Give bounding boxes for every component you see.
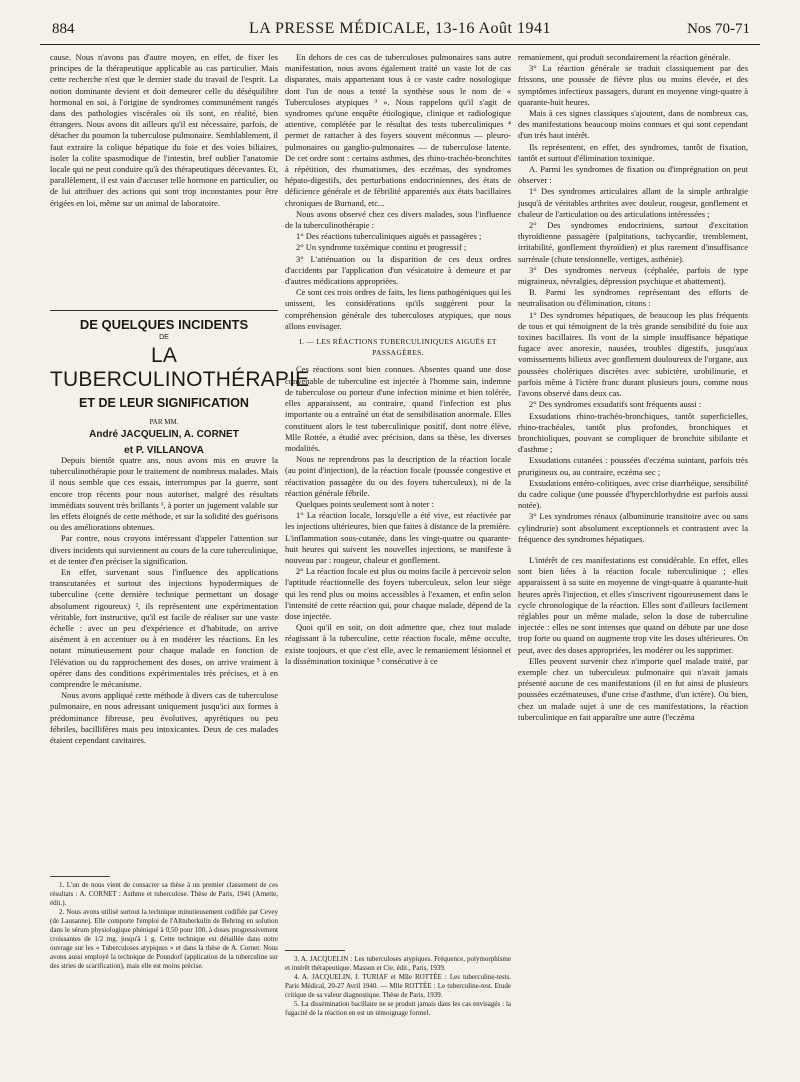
paragraph: 1° La réaction locale, lorsqu'elle a été vive, est réactivée par les injections ultérieures, bien que faites à distance de la première. L'inflammation sous-cutanée, dans les vingt-quatre ou quarante-huit heures qui suivent les nouvelles injections, se manifeste à nouveau par : rougeur, chaleur et gonflement.	[285, 510, 511, 565]
paragraph: Nous avons appliqué cette méthode à divers cas de tuberculose pulmonaire, en nous adressant uniquement jusqu'ici aux formes à prédominance fibreuse, peu évolutives, apyrétiques ou peu fébriles, bacillifères mais peu intoxicantes. Deux de ces malades étaient cependant cavitaires.	[50, 690, 278, 746]
footnote: 1. L'un de nous vient de consacrer sa thèse à un premier classement de ces résultats : A. CORNET : Asthme et tuberculose. Thèse de Paris, 1941 (Arnette, édit.).	[50, 881, 278, 907]
footnote-separator	[50, 876, 110, 877]
paragraph: 3° L'atténuation ou la disparition de ces deux ordres d'accidents par l'application d'un vésicatoire à demeure et par d'autres médications appropriées.	[285, 253, 511, 287]
paragraph: Nous ne reprendrons pas la description de la réaction locale (au point d'injection), de la réaction focale (poussée congestive et réactivation passagère du ou des foyers tuberculeux), ni de la réaction générale fébrile.	[285, 454, 511, 498]
divider	[50, 310, 278, 311]
footnote-separator	[285, 950, 345, 951]
column-3	[518, 52, 748, 723]
section-heading: I. — LES RÉACTIONS TUBERCULINIQUES AIGUËS ET PASSAGÈRES.	[299, 337, 497, 358]
paragraph: Exsudations cutanées : poussées d'eczéma suintant, parfois très prurigineux ou, au contraire, eczéma sec ;	[518, 455, 748, 477]
paragraph: cause. Nous n'avons pas d'autre moyen, en effet, de fixer les principes de la thérapeutique applicable au cas particulier. Mais cette recherche n'est que le dernier stade du travail de l'esprit. La notion dominante devient et doit demeurer celle du déséquilibre hormonal en soi, à l'origine de syndromes communément rangés dans des pathologies viscérales où ils sont, en réalité, bien étrangers. Nous avons dit ailleurs qu'il est nécessaire, parfois, de détacher du poumon la tuberculose pulmonaire. Semblablement, il faut extraire la colique hépatique du foie et des voies biliaires, isoler la colite spasmodique de l'intestin, bref oublier l'anatomie locale qui ne peut conduire qu'à des thérapeutiques décevantes. Et, parallèlement, il est vain d'accuser telle hormone en particulier, ou de lui attribuer des actions qui sont trop inconstantes pour être érigées en loi, même sur un animal de laboratoire.	[50, 52, 278, 208]
paragraph: A. Parmi les syndromes de fixation ou d'imprégnation on peut observer :	[518, 164, 748, 186]
paragraph: 3° Des syndromes nerveux (céphalée, parfois de type migraineux, névralgies, dépression psychique et abattement).	[518, 264, 748, 287]
paragraph: Ce sont ces trois ordres de faits, les liens pathogéniques qui les unissent, les considérations qu'ils suggèrent pour la compréhension générale des tuberculoses atypiques, que nous allons envisager.	[285, 287, 511, 331]
column-2	[285, 52, 511, 667]
article-kicker: DE QUELQUES INCIDENTS	[79, 317, 249, 332]
paragraph: remaniement, qui produit secondairement la réaction générale.	[518, 52, 731, 62]
paragraph: 1° Des syndromes hépatiques, de beaucoup les plus fréquents de tous et qui témoignent de la très grande sensibilité du foie aux toxines bacillaires. Ils vont de la simple insuffisance hépatique fugace avec anorexie, nausées, troubles digestifs, jusqu'aux vomissements bilieux avec gonflement douloureux de l'organe, aux poussées cholériques discrètes avec subictère, urobilinurie, et parfois même à l'ictère franc durant plusieurs jours, comme nous l'avons observé dans deux cas.	[518, 309, 748, 399]
column-1-body	[50, 455, 278, 746]
authors-line-2: et P. VILLANOVA	[124, 445, 204, 456]
authors-line-1: André JACQUELIN, A. CORNET	[89, 429, 239, 440]
footnote: 5. La dissémination bacillaire ne se produit jamais dans les cas envisagés : la fugacité de la réaction en est un témoignage formel.	[285, 1000, 511, 1017]
paragraph: Ces réactions sont bien connues. Absentes quand une dose convenable de tuberculine est injectée à l'homme sain, indemne de tuberculose ou porteur d'une infection minime et bien tolérée, elles apparaissent, au contraire, quand l'infection est plus importante ou a entraîné un état de sensibilisation anormale. Elles constituent alors le test tuberculinique positif, dont notre élève, Mlle Rottée, a étudié avec précision, dans sa thèse, les diverses modalités.	[285, 364, 511, 453]
footnote: 2. Nous avons utilisé surtout la technique minutieusement codifiée par Cevey (de Lausanne). Elle comporte l'emploi de l'Alttuberkulin de Behring en solution dans le sérum physiologique phéniqué à 0,50 pour 100, à doses progressivement croissantes de 1/2 mg. jusqu'à 1 g. Cette technique est détaillée dans notre ouvrage sur les « Tuberculoses atypiques » et dans la thèse de A. Cornet. Nous avons aussi employé la technique de Ponndorf (application de la tuberculine sur des stries de scarification), mais elle est moins précise.	[50, 908, 278, 970]
paragraph: 3° La réaction générale se traduit classiquement par des frissons, une poussée de fièvre plus ou moins élevée, et des symptômes infectieux passagers, durant en moyenne vingt-quatre à quarante-huit heures.	[518, 63, 748, 107]
paragraph: Par contre, nous croyons intéressant d'appeler l'attention sur divers incidents qui surviennent au cours de la cure tuberculinique, et de tenter d'en préciser la signification.	[50, 533, 278, 566]
article-de: DE	[159, 334, 169, 341]
running-header	[40, 18, 760, 45]
paragraph: Nous avons observé chez ces divers malades, sous l'influence de la tuberculinothérapie :	[285, 208, 511, 231]
paragraph: L'intérêt de ces manifestations est considérable. En effet, elles sont bien liées à la réaction focale tuberculinique ; elles apparaissent à sa suite en moyenne de vingt-quatre à quarante-huit heures après l'injection, et elles s'inscrivent rigoureusement dans le cycle chronologique de la réaction. Elles sont d'ailleurs facilement réglables pour un même malade, selon la dose de tuberculine injectée : elles ne sont intenses que quand on débute par une dose trop forte ou quand on augmente trop vite les doses ultérieures. On peut, avec des doses appropriées, les modérer ou les supprimer.	[518, 554, 748, 655]
article-par: PAR MM.	[149, 418, 179, 426]
paragraph: Depuis bientôt quatre ans, nous avons mis en œuvre la tuberculinothérapie pour le traitement de nombreux malades. Mais il nous semble que ces essais, interrompus par la guerre, sont encore trop récents pour nous autoriser, malgré des résultats immédiats souvent très brillants ¹, à porter un jugement valable sur les effets éloignés de cette méthode, et sur la solidité des guérisons ou des améliorations obtenues.	[50, 455, 278, 533]
footnotes-column-1	[50, 876, 278, 971]
paragraph: 2° Un syndrome toxémique continu et progressif ;	[296, 242, 467, 253]
paragraph: 2° Des syndromes endocriniens, surtout d'excitation thyroïdienne passagère (palpitations, tachycardie, tremblement, irritabilité, gonflement thyroïdien) et plus rarement d'insuffisance surrénale (chute tensionnelle, vertiges, asthénie).	[518, 220, 748, 264]
footnote: 3. A. JACQUELIN : Les tuberculoses atypiques. Fréquence, polymorphisme et intérêt thérapeutique. Masson et Cie, édit., Paris, 1939.	[285, 955, 511, 972]
article-heading	[50, 310, 310, 458]
paragraph: Elles peuvent survenir chez n'importe quel malade traité, par exemple chez un tuberculeux pulmonaire qui n'avait jamais présenté aucune de ces manifestations (il en fut ainsi de plusieurs poussées eczémateuses, d'une crise d'asthme, d'un ictère). Ou bien, chez un malade sujet à une de ces manifestations, la réaction tuberculinique en fait apparaître une autre (l'eczéma	[518, 655, 748, 722]
article-title: LA TUBERCULINOTHÉRAPIE	[50, 344, 310, 391]
paragraph: Ils représentent, en effet, des syndromes, tantôt de fixation, tantôt et surtout d'élimination toxinique.	[518, 141, 748, 163]
paragraph: 1° Des syndromes articulaires allant de la simple arthralgie jusqu'à de véritables arthrites avec douleur, rougeur, gonflement et chaleur de l'articulation ou des articulations intéressées ;	[518, 186, 748, 219]
article-subtitle: ET DE LEUR SIGNIFICATION	[79, 396, 249, 410]
paragraph: En dehors de ces cas de tuberculoses pulmonaires sans autre manifestation, nous avons également traité un vaste lot de cas disparates, mais appartenant tous à ce vaste cadre nosologique dont l'un de nous a tenté la synthèse sous le nom de « Tuberculoses atypiques ³ ». Nous rappelons qu'il s'agit de syndromes qu'une enquête étiologique, clinique et radiologique attentive, complétée par le résultat des tests tuberculiniques ⁴ permet de rattacher à des foyers souvent méconnus — pleuro-pulmonaires ou ganglio-pulmonaires — de tuberculose latente. De cet ordre sont : certains asthmes, des rhino-trachéo-bronchites à répétition, des rhumatismes, des eczémas, des syndromes hépato-digestifs, des perturbations endocriniennes, des états de déficience générale et de fébrilité apparentés aux états bacillaires chroniques de Burnand, etc...	[285, 52, 511, 208]
paragraph: En effet, survenant sous l'influence des applications transcutanées et surtout des injections hypodermiques de tuberculine (cette dernière technique permettant un dosage absolument rigoureux) ², ils représentent une expérimentation véritable, fort instructive, qu'il est facile de réaliser sur une vaste échelle : avec un peu d'expérience et d'habitude, on arrive aisément à en accentuer ou à en modérer les réactions. En les notant minutieusement pour chaque malade en fonction de l'élévation ou du rapprochement des doses, on arrive vraiment à opérer dans des conditions expérimentales très précises, et à en comprendre le mécanisme.	[50, 567, 278, 690]
page-number: 884	[52, 21, 75, 37]
paragraph: Exsudations rhino-trachéo-bronchiques, tantôt superficielles, rhino-trachéales, tantôt plus profondes, bronchiques et bronchioliques, pouvant se compliquer de bronchite sibilante et d'asthme ;	[518, 410, 748, 455]
paragraph: Exsudations entéro-colitiques, avec crise diarrhéique, sensibilité du cadre colique (une poussée d'hyperchlorhydrie est parfois aussi notée).	[518, 477, 748, 511]
footnotes-column-2	[285, 950, 511, 1018]
paragraph: Mais à ces signes classiques s'ajoutent, dans de nombreux cas, des manifestations beaucoup moins connues et qui sont cependant d'un très haut intérêt.	[518, 108, 748, 141]
paragraph: Quelques points seulement sont à noter :	[296, 498, 434, 509]
column-1-continuation	[50, 52, 278, 209]
paragraph: 2° La réaction focale est plus ou moins facile à percevoir selon l'aptitude réactionnelle des foyers tuberculeux, selon leur siège qui les rend plus ou moins accessibles à l'examen, et enfin selon l'intensité de cette réaction qui, pour chaque malade, dépend de la dose injectée.	[285, 566, 511, 621]
issue-number: Nos 70-71	[687, 21, 750, 37]
paragraph: B. Parmi les syndromes représentant des efforts de neutralisation ou d'élimination, citons :	[518, 287, 748, 309]
footnote: 4. A. JACQUELIN, J. TURIAF et Mlle ROTTÉE : Les tuberculine-tests. Paris Médical, 20-27 Avril 1940. — Mlle ROTTÉE : Le tuberculine-test. Etude critique de sa valeur diagnostique. Thèse de Paris, 1939.	[285, 973, 511, 999]
paragraph: 3° Les syndromes rénaux (albuminurie transitoire avec ou sans cylindrurie) sont absolument exceptionnels et contrastent avec la fréquence des syndromes hépatiques.	[518, 511, 748, 544]
paragraph: 1° Des réactions tuberculiniques aiguës et passagères ;	[296, 231, 482, 242]
journal-title: LA PRESSE MÉDICALE, 13-16 Août 1941	[249, 20, 551, 37]
paragraph: 2° Des syndromes exsudatifs sont fréquents aussi :	[529, 399, 702, 410]
paragraph: Quoi qu'il en soit, on doit admettre que, chez tout malade réagissant à la tuberculine, cette réaction focale, même occulte, existe toujours, et que c'est elle, avec le remaniement lésionnel et la dissémination toxinique ⁵ consécutive à ce	[285, 622, 511, 666]
